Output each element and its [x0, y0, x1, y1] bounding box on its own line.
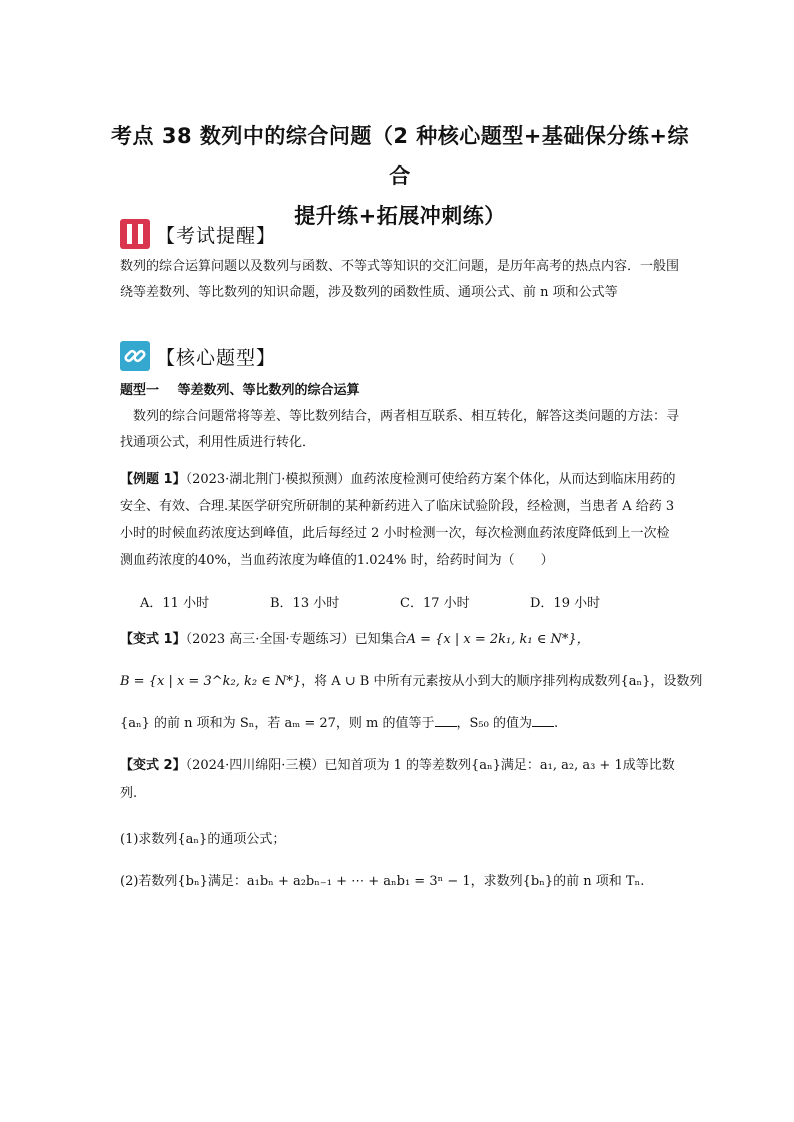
example1-tag: 【例题 1】 — [120, 472, 186, 487]
variant1-source: （2023 高三·全国·专题练习） — [185, 632, 355, 647]
type1-title: 等差数列、等比数列的综合运算 — [177, 383, 360, 398]
variant2-question-1: (1)求数列{aₙ}的通项公式； — [120, 832, 286, 847]
variant1-intro: 已知集合 — [354, 632, 407, 647]
answer-blank-m[interactable] — [435, 714, 457, 727]
core-types-header — [120, 340, 276, 372]
type1-heading — [120, 379, 374, 398]
example1-block — [120, 466, 680, 574]
variant2-source: （2024·四川绵阳·三模） — [185, 758, 325, 773]
answer-blank-s50[interactable] — [532, 714, 554, 727]
set-a-definition: A = {x | x = 2k₁, k₁ ∈ N*}， — [406, 632, 590, 647]
option-b: B．13 小时 — [270, 596, 340, 611]
exam-tips-heading: 【考试提醒】 — [156, 224, 277, 247]
type1-label: 题型一 — [120, 383, 160, 398]
variant1-line-3 — [120, 712, 558, 731]
title-line-2: 提升练+拓展冲刺练） — [294, 204, 506, 228]
option-a: A．11 小时 — [140, 596, 210, 611]
variant1-tag: 【变式 1】 — [120, 632, 186, 647]
variant1-text-2: ，将 A ∪ B 中所有元素按从小到大的顺序排列构成数列{aₙ}，设数列 — [301, 674, 703, 689]
example1-options — [140, 592, 660, 611]
example1-text: 血药浓度检测可使给药方案个体化，从而达到临床用药的安全、有效、合理.某医学研究所研制的某种新药进入了临床试验阶段，经检测，当患者 A 给药 3 小时的时候血药浓度达到峰值，此后每经过 2 小时检测一次，每次检测血药浓度降低到上一次检测血药浓度的40%，当血药浓度为峰值的1.024% 时，给药时间为（ ） — [120, 472, 676, 568]
variant2-tag: 【变式 2】 — [120, 758, 186, 773]
option-d: D．19 小时 — [530, 596, 601, 611]
example1-source: （2023·湖北荆门·模拟预测） — [185, 472, 351, 487]
variant2-question-2: (2)若数列{bₙ}满足：a₁bₙ + a₂bₙ₋₁ + ⋯ + aₙb₁ = 3ⁿ − 1，求数列{bₙ}的前 n 项和 Tₙ. — [120, 874, 645, 889]
chain-link-icon — [120, 341, 150, 371]
variant1-line-2 — [120, 670, 702, 689]
variant1-text-3-end: . — [553, 716, 559, 731]
variant2-line-1-end: 列. — [120, 786, 138, 801]
type1-intro: 数列的综合问题常将等差、等比数列结合，两者相互联系、相互转化，解答这类问题的方法：寻找通项公式，利用性质进行转化． — [120, 409, 680, 450]
variant1-text-3a: {aₙ} 的前 n 项和为 Sₙ，若 aₘ = 27，则 m 的值等于 — [120, 716, 435, 731]
pause-bars-icon — [120, 219, 150, 249]
variant2-text-1: 已知首项为 1 的等差数列{aₙ}满足：a₁, a₂, a₃ + 1成等比数 — [324, 758, 675, 773]
exam-tips-body: 数列的综合运算问题以及数列与函数、不等式等知识的交汇问题，是历年高考的热点内容．一般围绕等差数列、等比数列的知识命题，涉及数列的函数性质、通项公式、前 n 项和公式等 — [120, 259, 680, 300]
exam-tips-header — [120, 218, 276, 250]
variant1-line-1 — [120, 628, 590, 647]
set-b-definition: B = {x | x = 3^k₂, k₂ ∈ N*} — [120, 674, 302, 689]
core-types-heading: 【核心题型】 — [156, 346, 277, 369]
title-line-1: 考点 38 数列中的综合问题（2 种核心题型+基础保分练+综合 — [111, 124, 689, 188]
variant1-text-3b: ，S₅₀ 的值为 — [456, 716, 532, 731]
option-c: C．17 小时 — [400, 596, 470, 611]
variant2-line-1 — [120, 754, 675, 773]
